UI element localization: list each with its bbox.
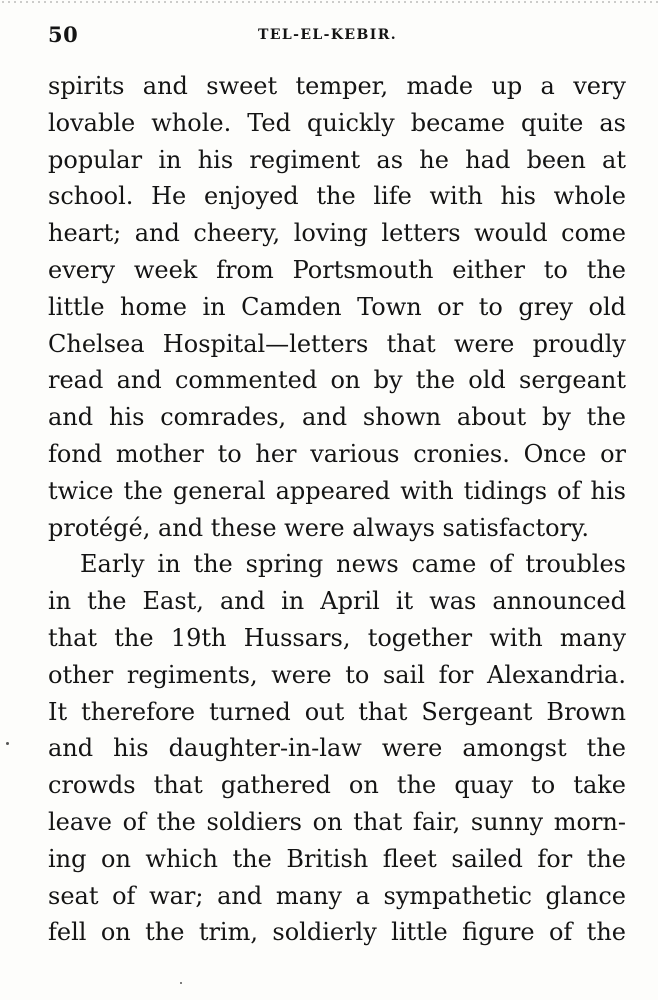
text-line: that the 19th Hussars, together with many	[48, 623, 626, 652]
text-line: other regiments, were to sail for Alexandria.	[48, 660, 626, 689]
text-line: Chelsea Hospital—letters that were proudly	[48, 329, 626, 358]
text-line: and his daughter-in-law were amongst the	[48, 734, 626, 763]
page-header	[48, 22, 626, 52]
print-speck	[6, 742, 9, 745]
running-head: TEL-EL-KEBIR.	[258, 27, 397, 43]
text-line: fond mother to her various cronies. Once or	[48, 439, 626, 468]
paragraph-start-line: Early in the spring news came of troubles	[80, 550, 626, 579]
body-text	[48, 68, 626, 951]
text-line: lovable whole. Ted quickly became quite as	[48, 108, 626, 137]
text-line: leave of the soldiers on that fair, sunny morn-	[48, 807, 626, 836]
text-line: It therefore turned out that Sergeant Brown	[48, 697, 626, 726]
text-line: spirits and sweet temper, made up a very	[48, 72, 626, 100]
text-line: every week from Portsmouth either to the	[48, 255, 626, 284]
print-speck	[180, 982, 182, 984]
text-line: read and commented on by the old sergeant	[48, 366, 626, 395]
text-line: seat of war; and many a sympathetic glance	[48, 881, 626, 910]
perforation-edge	[0, 0, 658, 4]
text-line: popular in his regiment as he had been at	[48, 145, 626, 174]
text-line: in the East, and in April it was announced	[48, 587, 626, 616]
text-line: school. He enjoyed the life with his whole	[48, 182, 626, 211]
text-line: ing on which the British fleet sailed for the	[48, 844, 626, 873]
text-line: crowds that gathered on the quay to take	[48, 771, 626, 800]
paragraph-end-line: protégé, and these were always satisfactory.	[48, 513, 590, 542]
text-line: and his comrades, and shown about by the	[48, 403, 626, 432]
text-line: fell on the trim, soldierly little figure of the	[48, 918, 626, 947]
text-line: twice the general appeared with tidings of his	[48, 476, 626, 505]
text-line: little home in Camden Town or to grey old	[48, 292, 626, 321]
page-number: 50	[48, 22, 79, 47]
text-line: heart; and cheery, loving letters would come	[48, 219, 626, 248]
